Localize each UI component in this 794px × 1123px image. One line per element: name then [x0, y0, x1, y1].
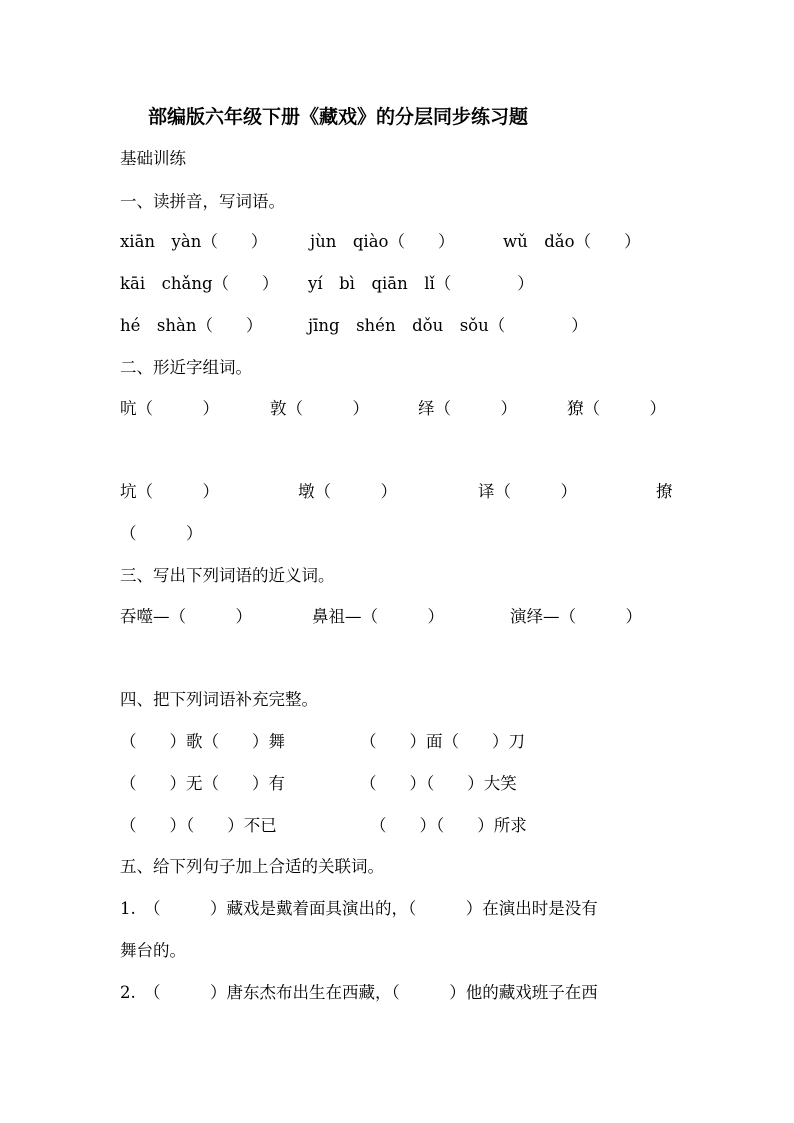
idiom-item: （ ）无（ ）有: [120, 774, 285, 793]
q5-sentence-1-cont: 舞台的。: [120, 941, 186, 960]
pinyin-item: wǔ dǎo（ ）: [503, 232, 641, 251]
idiom-item: （ ）面（ ）刀: [360, 732, 525, 751]
q2-row-2-wrap: （ ）: [120, 524, 203, 543]
char-item: 译（ ）: [478, 482, 577, 501]
q5-sentence-1: 1. （ ）藏戏是戴着面具演出的，（ ）在演出时是没有: [120, 899, 598, 918]
q4-heading: 四、把下列词语补充完整。: [120, 690, 318, 709]
synonym-item: 鼻祖—（ ）: [312, 607, 444, 626]
q5-sentence-2: 2. （ ）唐东杰布出生在西藏，（ ）他的藏戏班子在西: [120, 983, 598, 1002]
q1-heading: 一、读拼音，写词语。: [120, 192, 285, 211]
synonym-item: 吞噬—（ ）: [120, 607, 252, 626]
q4-row-3: [120, 814, 680, 838]
pinyin-item: hé shàn（ ）: [120, 316, 263, 335]
char-item: 撩: [656, 482, 673, 501]
q4-row-2: [120, 772, 680, 796]
q5-heading: 五、给下列句子加上合适的关联词。: [120, 857, 384, 876]
pinyin-item: kāi chǎng（ ）: [120, 274, 279, 293]
pinyin-item: jùn qiào（ ）: [310, 232, 455, 251]
q2-row-1: [120, 397, 680, 421]
pinyin-item: yí bì qiān lǐ（ ）: [308, 274, 534, 293]
char-item: 獠（ ）: [567, 399, 666, 418]
q3-row: [120, 605, 680, 629]
section-basic-heading: 基础训练: [120, 149, 186, 168]
q2-row-2: [120, 480, 680, 504]
page-title: 部编版六年级下册《藏戏》的分层同步练习题: [148, 106, 529, 128]
idiom-item: （ ）（ ）大笑: [360, 774, 517, 793]
idiom-item: （ ）（ ）所求: [370, 816, 527, 835]
q1-row-2: [120, 272, 680, 296]
idiom-item: （ ）歌（ ）舞: [120, 732, 285, 751]
pinyin-item: xiān yàn（ ）: [120, 232, 268, 251]
q4-row-1: [120, 730, 680, 754]
synonym-item: 演绎—（ ）: [510, 607, 642, 626]
pinyin-item: jīng shén dǒu sǒu（ ）: [308, 316, 588, 335]
q1-row-3: [120, 314, 680, 338]
char-item: 吭（ ）: [120, 399, 219, 418]
q3-heading: 三、写出下列词语的近义词。: [120, 566, 335, 585]
char-item: 坑（ ）: [120, 482, 219, 501]
q1-row-1: [120, 230, 680, 254]
idiom-item: （ ）（ ）不已: [120, 816, 277, 835]
q2-heading: 二、形近字组词。: [120, 358, 252, 377]
char-item: 敦（ ）: [270, 399, 369, 418]
char-item: 墩（ ）: [298, 482, 397, 501]
char-item: 绎（ ）: [418, 399, 517, 418]
